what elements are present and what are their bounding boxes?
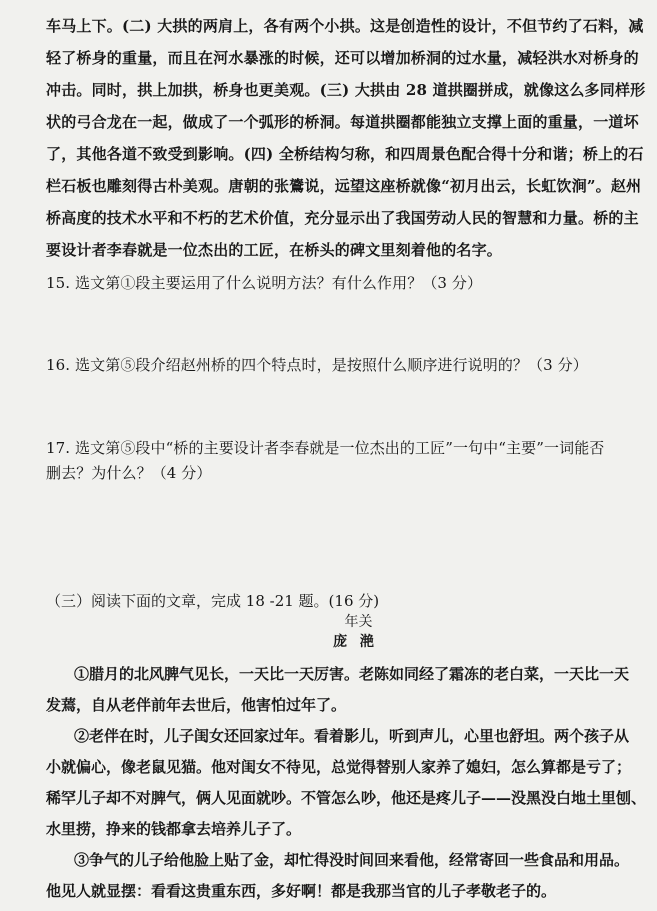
story-paragraph-2 — [46, 721, 647, 845]
passage-line: 栏石板也雕刻得古朴美观。唐朝的张鷟说，远望这座桥就像“初月出云，长虹饮涧”。赵州 — [46, 177, 642, 195]
story-line: ②老伴在时，儿子闺女还回家过年。看着影儿，听到声儿，心里也舒坦。两个孩子从 — [74, 727, 630, 745]
story-line: ③争气的儿子给他脸上贴了金，却忙得没时间回来看他，经常寄回一些食品和用品。 — [74, 851, 630, 869]
passage-top — [46, 10, 646, 266]
story-body — [46, 659, 647, 907]
question-15: 15. 选文第①段主要运用了什么说明方法？有什么作用？（3 分） — [46, 274, 483, 292]
story-line: 发蔫，自从老伴前年去世后，他害怕过年了。 — [46, 696, 347, 714]
story-line: 水里捞，挣来的钱都拿去培养儿子了。 — [46, 820, 302, 838]
story-title: 年关 — [344, 614, 373, 630]
story-line: 小就偏心，像老鼠见猫。他对闺女不待见，总觉得替别人家养了媳妇，怎么算都是亏了； — [46, 758, 632, 776]
story-line: ①腊月的北风脾气见长，一天比一天厉害。老陈如同经了霜冻的老白菜，一天比一天 — [74, 665, 630, 683]
question-17-line-1: 17. 选文第⑤段中“桥的主要设计者李春就是一位杰出的工匠”一句中“主要”一词能否 — [46, 439, 605, 457]
story-paragraph-3 — [46, 845, 630, 907]
story-paragraph-1 — [46, 659, 630, 721]
passage-line: 车马上下。(二) 大拱的两肩上，各有两个小拱。这是创造性的设计，不但节约了石料，减 — [46, 17, 644, 35]
story-author: 庞 滟 — [333, 634, 378, 650]
question-17-line-2: 删去？为什么？（4 分） — [46, 464, 212, 482]
question-16: 16. 选文第⑤段介绍赵州桥的四个特点时，是按照什么顺序进行说明的？（3 分） — [46, 356, 588, 374]
passage-line: 轻了桥身的重量，而且在河水暴涨的时候，还可以增加桥洞的过水量，减轻洪水对桥身的 — [46, 49, 639, 67]
passage-line: 了，其他各道不致受到影响。(四) 全桥结构匀称，和四周景色配合得十分和谐；桥上的石 — [46, 145, 644, 163]
story-line: 他见人就显摆：看看这贵重东西，多好啊！都是我那当官的儿子孝敬老子的。 — [46, 882, 557, 900]
passage-line: 冲击。同时，拱上加拱，桥身也更美观。(三) 大拱由 28 道拱圈拼成，就像这么多同样形 — [46, 81, 646, 99]
passage-line: 要设计者李春就是一位杰出的工匠，在桥头的碑文里刻着他的名字。 — [46, 241, 503, 259]
section-heading: （三）阅读下面的文章，完成 18 -21 题。(16 分) — [46, 592, 380, 610]
story-line: 稀罕儿子却不对脾气，俩人见面就吵。不管怎么吵，他还是疼儿子——没黑没白地土里刨、 — [46, 789, 647, 807]
passage-line: 桥高度的技术水平和不朽的艺术价值，充分显示出了我国劳动人民的智慧和力量。桥的主 — [46, 209, 639, 227]
passage-line: 状的弓合龙在一起，做成了一个弧形的桥洞。每道拱圈都能独立支撑上面的重量，一道坏 — [46, 113, 639, 131]
